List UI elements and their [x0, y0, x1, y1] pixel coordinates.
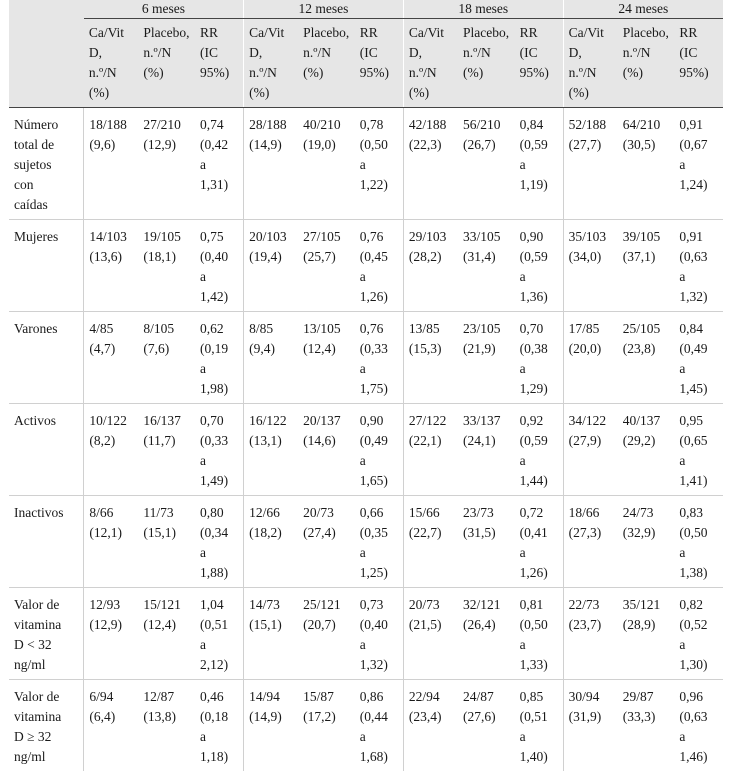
- placebo-cell: 35/121 (28,9): [618, 588, 675, 680]
- column-header-rr: RR (IC 95%): [674, 19, 723, 108]
- cavitd-cell: 8/85 (9,4): [244, 312, 299, 404]
- falls-table: [9, 0, 723, 771]
- cavitd-cell: 17/85 (20,0): [563, 312, 618, 404]
- placebo-cell: 20/73 (27,4): [298, 496, 355, 588]
- cavitd-cell: 52/188 (27,7): [563, 108, 618, 220]
- cavitd-cell: 20/103 (19,4): [244, 220, 299, 312]
- placebo-cell: 11/73 (15,1): [138, 496, 195, 588]
- placebo-cell: 8/105 (7,6): [138, 312, 195, 404]
- cavitd-cell: 12/93 (12,9): [84, 588, 139, 680]
- cavitd-cell: 15/66 (22,7): [403, 496, 458, 588]
- column-header-placebo: Placebo, n.º/N (%): [618, 19, 675, 108]
- cavitd-cell: 20/73 (21,5): [403, 588, 458, 680]
- period-header: 24 meses: [563, 0, 723, 19]
- cavitd-cell: 8/66 (12,1): [84, 496, 139, 588]
- cavitd-cell: 18/66 (27,3): [563, 496, 618, 588]
- rr-cell: 0,84 (0,49 a 1,45): [674, 312, 723, 404]
- placebo-cell: 23/105 (21,9): [458, 312, 515, 404]
- placebo-cell: 16/137 (11,7): [138, 404, 195, 496]
- rr-cell: 0,83 (0,50 a 1,38): [674, 496, 723, 588]
- rr-cell: 0,90 (0,49 a 1,65): [355, 404, 404, 496]
- period-header: 18 meses: [403, 0, 563, 19]
- column-header-placebo: Placebo, n.º/N (%): [458, 19, 515, 108]
- cavitd-cell: 12/66 (18,2): [244, 496, 299, 588]
- rr-cell: 0,81 (0,50 a 1,33): [515, 588, 564, 680]
- placebo-cell: 13/105 (12,4): [298, 312, 355, 404]
- table-row: [9, 680, 723, 772]
- rr-cell: 0,76 (0,33 a 1,75): [355, 312, 404, 404]
- row-label: Activos: [9, 404, 84, 496]
- placebo-cell: 12/87 (13,8): [143, 689, 177, 724]
- placebo-cell: 23/73 (31,5): [458, 496, 515, 588]
- placebo-cell: 29/87 (33,3): [622, 689, 656, 724]
- rr-cell: 0,72 (0,41 a 1,26): [515, 496, 564, 588]
- rr-cell: 0,91 (0,67 a 1,24): [674, 108, 723, 220]
- cavitd-cell: 27/122 (22,1): [403, 404, 458, 496]
- table-row: [9, 496, 723, 588]
- column-header-cavitd: Ca/Vit D, n.º/N (%): [244, 19, 299, 108]
- placebo-cell: 33/137 (24,1): [458, 404, 515, 496]
- row-label: Número total de sujetos con caídas: [9, 108, 84, 220]
- rr-cell: 0,46 (0,18 a 1,18): [200, 689, 229, 764]
- rr-cell: 0,85 (0,51 a 1,40): [519, 689, 548, 764]
- column-header-row: [9, 19, 723, 108]
- corner-header: [9, 0, 84, 108]
- cavitd-cell: 14/103 (13,6): [84, 220, 139, 312]
- placebo-cell: 56/210 (26,7): [458, 108, 515, 220]
- rr-cell: 0,95 (0,65 a 1,41): [674, 404, 723, 496]
- cavitd-cell: 35/103 (34,0): [563, 220, 618, 312]
- placebo-cell: 39/105 (37,1): [618, 220, 675, 312]
- placebo-cell: 24/73 (32,9): [618, 496, 675, 588]
- table-body: [9, 108, 723, 772]
- cavitd-cell: 13/85 (15,3): [403, 312, 458, 404]
- cavitd-cell: 10/122 (8,2): [84, 404, 139, 496]
- data-table-container: [9, 0, 731, 771]
- rr-cell: 0,74 (0,42 a 1,31): [195, 108, 244, 220]
- placebo-cell: 15/121 (12,4): [138, 588, 195, 680]
- period-header: 6 meses: [84, 0, 244, 19]
- rr-cell: 0,82 (0,52 a 1,30): [674, 588, 723, 680]
- row-label: Varones: [9, 312, 84, 404]
- column-header-cavitd: Ca/Vit D, n.º/N (%): [563, 19, 618, 108]
- rr-cell: 0,91 (0,63 a 1,32): [674, 220, 723, 312]
- rr-cell: 1,04 (0,51 a 2,12): [195, 588, 244, 680]
- row-label: Valor de vitamina D < 32 ng/ml: [9, 588, 84, 680]
- cavitd-cell: 42/188 (22,3): [403, 108, 458, 220]
- rr-cell: 0,86 (0,44 a 1,68): [359, 689, 388, 764]
- table-row: [9, 108, 723, 220]
- placebo-cell: 15/87 (17,2): [303, 689, 336, 724]
- rr-cell: 0,70 (0,33 a 1,49): [195, 404, 244, 496]
- period-header-row: [9, 0, 723, 19]
- column-header-placebo: Placebo, n.º/N (%): [298, 19, 355, 108]
- placebo-cell: 33/105 (31,4): [458, 220, 515, 312]
- rr-cell: 0,73 (0,40 a 1,32): [355, 588, 404, 680]
- placebo-cell: 20/137 (14,6): [298, 404, 355, 496]
- placebo-cell: 27/210 (12,9): [138, 108, 195, 220]
- column-header-rr: RR (IC 95%): [195, 19, 244, 108]
- period-header: 12 meses: [244, 0, 404, 19]
- placebo-cell: 40/137 (29,2): [618, 404, 675, 496]
- column-header-cavitd: Ca/Vit D, n.º/N (%): [403, 19, 458, 108]
- placebo-cell: 32/121 (26,4): [458, 588, 515, 680]
- column-header-rr: RR (IC 95%): [515, 19, 564, 108]
- cavitd-cell: 22/73 (23,7): [563, 588, 618, 680]
- rr-cell: 0,75 (0,40 a 1,42): [195, 220, 244, 312]
- cavitd-cell: 30/94 (31,9): [563, 680, 618, 772]
- rr-cell: 0,84 (0,59 a 1,19): [515, 108, 564, 220]
- cavitd-cell: 34/122 (27,9): [563, 404, 618, 496]
- placebo-cell: 19/105 (18,1): [138, 220, 195, 312]
- rr-cell: 0,76 (0,45 a 1,26): [355, 220, 404, 312]
- rr-cell: 0,90 (0,59 a 1,36): [515, 220, 564, 312]
- cavitd-cell: 16/122 (13,1): [244, 404, 299, 496]
- table-row: [9, 588, 723, 680]
- placebo-cell: 25/105 (23,8): [618, 312, 675, 404]
- cavitd-cell: 14/94 (14,9): [244, 680, 299, 772]
- rr-cell: 0,66 (0,35 a 1,25): [355, 496, 404, 588]
- cavitd-cell: 14/73 (15,1): [244, 588, 299, 680]
- cavitd-cell: 6/94 (6,4): [84, 680, 139, 772]
- placebo-cell: 24/87 (27,6): [462, 689, 496, 724]
- column-header-placebo: Placebo, n.º/N (%): [138, 19, 195, 108]
- row-label: Valor de vitamina D ≥ 32 ng/ml: [14, 689, 62, 764]
- rr-cell: 0,70 (0,38 a 1,29): [515, 312, 564, 404]
- placebo-cell: 25/121 (20,7): [298, 588, 355, 680]
- cavitd-cell: 18/188 (9,6): [84, 108, 139, 220]
- row-label: Inactivos: [9, 496, 84, 588]
- cavitd-cell: 29/103 (28,2): [403, 220, 458, 312]
- placebo-cell: 27/105 (25,7): [298, 220, 355, 312]
- rr-cell: 0,96 (0,63 a 1,46): [679, 689, 708, 764]
- cavitd-cell: 22/94 (23,4): [403, 680, 458, 772]
- column-header-rr: RR (IC 95%): [355, 19, 404, 108]
- rr-cell: 0,92 (0,59 a 1,44): [515, 404, 564, 496]
- table-row: [9, 312, 723, 404]
- table-row: [9, 220, 723, 312]
- row-label: Mujeres: [9, 220, 84, 312]
- rr-cell: 0,62 (0,19 a 1,98): [195, 312, 244, 404]
- cavitd-cell: 4/85 (4,7): [84, 312, 139, 404]
- cavitd-cell: 28/188 (14,9): [244, 108, 299, 220]
- placebo-cell: 64/210 (30,5): [618, 108, 675, 220]
- table-row: [9, 404, 723, 496]
- rr-cell: 0,80 (0,34 a 1,88): [195, 496, 244, 588]
- placebo-cell: 40/210 (19,0): [298, 108, 355, 220]
- column-header-cavitd: Ca/Vit D, n.º/N (%): [84, 19, 139, 108]
- rr-cell: 0,78 (0,50 a 1,22): [355, 108, 404, 220]
